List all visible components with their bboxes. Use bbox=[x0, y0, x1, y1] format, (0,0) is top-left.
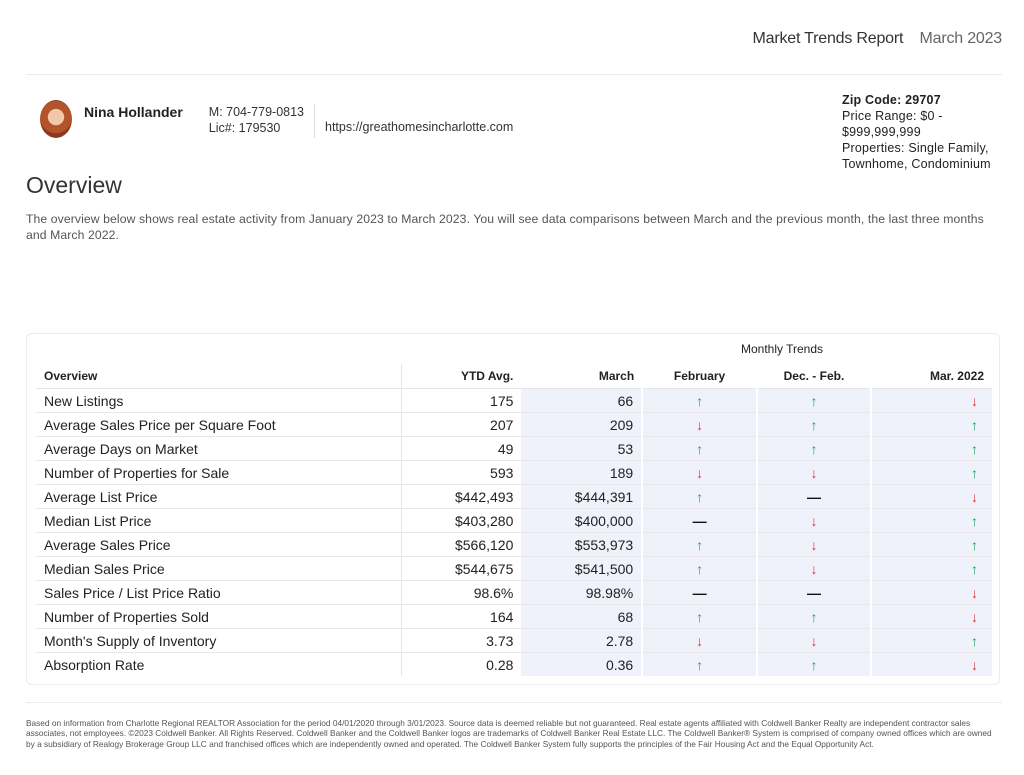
dec-feb-trend-cell bbox=[757, 605, 871, 629]
february-trend-cell bbox=[642, 509, 757, 533]
ytd-value: 175 bbox=[401, 389, 521, 413]
ytd-value: 593 bbox=[401, 461, 521, 485]
arrow-up-icon: ↑ bbox=[810, 392, 818, 409]
arrow-down-icon: ↓ bbox=[696, 464, 704, 481]
dec-feb-trend-cell bbox=[757, 509, 871, 533]
table-row bbox=[36, 581, 992, 605]
march-value: 0.36 bbox=[521, 653, 642, 677]
arrow-down-icon: ↓ bbox=[971, 584, 978, 601]
disclaimer-footnote: Based on information from Charlotte Regional REALTOR Association for the period 04/01/2020 through 3/01/2023. Source data is deemed reliable but not guaranteed. Real estate agents affiliated with Coldwell Banker Realty are independent contractor sales associates, not employees. ©2023 Coldwell Banker. All Rights Reserved. Coldwell Banker and the Coldwell Banker logos are trademarks of Coldwell Banker Real Estate LLC. The Coldwell Banker® System is comprised of company owned offices which are owned by a subsidiary of Realogy Brokerage Group LLC and franchised offices which are independently owned and operated. The Coldwell Banker System fully supports the principles of the Fair Housing Act and the Equal Opportunity Act. bbox=[26, 718, 992, 749]
march-value: 68 bbox=[521, 605, 642, 629]
row-label: Number of Properties Sold bbox=[36, 605, 401, 629]
march-value: $400,000 bbox=[521, 509, 642, 533]
dec-feb-trend-cell bbox=[757, 461, 871, 485]
row-label: Sales Price / List Price Ratio bbox=[36, 581, 401, 605]
march-value: $541,500 bbox=[521, 557, 642, 581]
march-value: 2.78 bbox=[521, 629, 642, 653]
march-value: 66 bbox=[521, 389, 642, 413]
march-value: 53 bbox=[521, 437, 642, 461]
col-header-overview: Overview bbox=[36, 364, 401, 389]
february-trend-cell bbox=[642, 533, 757, 557]
arrow-down-icon: ↓ bbox=[971, 656, 978, 673]
report-title: Market Trends Report bbox=[752, 30, 904, 47]
arrow-up-icon: ↑ bbox=[696, 392, 704, 409]
arrow-up-icon: ↑ bbox=[971, 464, 978, 481]
dec-feb-trend-cell bbox=[757, 485, 871, 509]
table-row bbox=[36, 413, 992, 437]
metrics-table bbox=[36, 364, 992, 676]
arrow-up-icon: ↑ bbox=[971, 416, 978, 433]
march-value: 98.98% bbox=[521, 581, 642, 605]
ytd-value: $442,493 bbox=[401, 485, 521, 509]
agent-contact bbox=[209, 104, 315, 138]
arrow-up-icon: ↑ bbox=[971, 536, 978, 553]
dash-icon: — bbox=[806, 488, 821, 505]
bottom-divider bbox=[26, 702, 1002, 703]
dec-feb-trend-cell bbox=[757, 581, 871, 605]
table-row bbox=[36, 389, 992, 413]
table-row bbox=[36, 557, 992, 581]
ytd-value: 164 bbox=[401, 605, 521, 629]
ytd-value: 98.6% bbox=[401, 581, 521, 605]
col-header-february: February bbox=[642, 364, 757, 389]
arrow-down-icon: ↓ bbox=[810, 512, 818, 529]
dash-icon: — bbox=[692, 584, 707, 601]
agent-name: Nina Hollander bbox=[84, 104, 183, 120]
col-header-ytd: YTD Avg. bbox=[401, 364, 521, 389]
col-header-dec-feb: Dec. - Feb. bbox=[757, 364, 871, 389]
mar-2022-trend-cell bbox=[871, 389, 992, 413]
arrow-up-icon: ↑ bbox=[810, 656, 818, 673]
march-value: 209 bbox=[521, 413, 642, 437]
row-label: Average Sales Price bbox=[36, 533, 401, 557]
arrow-down-icon: ↓ bbox=[810, 536, 818, 553]
dec-feb-trend-cell bbox=[757, 557, 871, 581]
february-trend-cell bbox=[642, 581, 757, 605]
ytd-value: 0.28 bbox=[486, 656, 514, 673]
february-trend-cell bbox=[642, 485, 757, 509]
report-date: March 2023 bbox=[919, 30, 1002, 47]
arrow-down-icon: ↓ bbox=[696, 632, 704, 649]
dec-feb-trend-cell bbox=[757, 653, 871, 677]
arrow-up-icon: ↑ bbox=[810, 608, 818, 625]
february-trend-cell bbox=[642, 629, 757, 653]
table-row bbox=[36, 485, 992, 509]
march-value: 189 bbox=[521, 461, 642, 485]
overview-description: The overview below shows real estate activity from January 2023 to March 2023. You will see data comparisons between March and the previous month, the last three months and March 2022. bbox=[26, 212, 984, 242]
filter-summary bbox=[842, 92, 1007, 172]
table-row bbox=[36, 509, 992, 533]
ytd-value: $403,280 bbox=[401, 509, 521, 533]
arrow-up-icon: ↑ bbox=[971, 512, 978, 529]
arrow-up-icon: ↑ bbox=[696, 536, 704, 553]
row-label: Median Sales Price bbox=[36, 557, 401, 581]
row-label: New Listings bbox=[36, 389, 401, 413]
mar-2022-trend-cell bbox=[871, 485, 992, 509]
dash-icon: — bbox=[692, 512, 707, 529]
arrow-up-icon: ↑ bbox=[971, 632, 978, 649]
arrow-down-icon: ↓ bbox=[810, 632, 818, 649]
arrow-down-icon: ↓ bbox=[971, 608, 978, 625]
arrow-up-icon: ↑ bbox=[696, 656, 704, 673]
arrow-down-icon: ↓ bbox=[971, 392, 978, 409]
agent-mobile: M: 704-779-0813 bbox=[208, 105, 304, 119]
col-header-march: March bbox=[521, 364, 642, 389]
table-row bbox=[36, 653, 992, 677]
row-label: Average Days on Market bbox=[36, 437, 401, 461]
row-label: Month's Supply of Inventory bbox=[36, 629, 401, 653]
arrow-down-icon: ↓ bbox=[810, 464, 818, 481]
february-trend-cell bbox=[642, 605, 757, 629]
february-trend-cell bbox=[642, 461, 757, 485]
table-row bbox=[36, 629, 992, 653]
mar-2022-trend-cell bbox=[871, 605, 992, 629]
arrow-up-icon: ↑ bbox=[810, 440, 818, 457]
february-trend-cell bbox=[642, 437, 757, 461]
march-value: $553,973 bbox=[521, 533, 642, 557]
mar-2022-trend-cell bbox=[871, 581, 992, 605]
ytd-value: $544,675 bbox=[401, 557, 521, 581]
dash-icon: — bbox=[806, 584, 821, 601]
dec-feb-trend-cell bbox=[757, 413, 871, 437]
mar-2022-trend-cell bbox=[871, 557, 992, 581]
february-trend-cell bbox=[642, 413, 757, 437]
metrics-body bbox=[36, 389, 992, 677]
dec-feb-trend-cell bbox=[757, 533, 871, 557]
row-label: Average List Price bbox=[36, 485, 401, 509]
ytd-value: $566,120 bbox=[401, 533, 521, 557]
dec-feb-trend-cell bbox=[757, 437, 871, 461]
top-divider bbox=[26, 74, 1002, 75]
mar-2022-trend-cell bbox=[871, 509, 992, 533]
report-header bbox=[753, 30, 1002, 48]
arrow-up-icon: ↑ bbox=[810, 416, 818, 433]
table-row bbox=[36, 605, 992, 629]
property-types: Properties: Single Family, Townhome, Condominium bbox=[842, 141, 991, 171]
monthly-trends-header: Monthly Trends bbox=[740, 342, 824, 356]
table-row bbox=[36, 533, 992, 557]
arrow-up-icon: ↑ bbox=[696, 560, 704, 577]
ytd-value: 3.73 bbox=[401, 629, 521, 653]
col-header-mar-2022: Mar. 2022 bbox=[871, 364, 992, 389]
arrow-up-icon: ↑ bbox=[971, 440, 978, 457]
ytd-value: 207 bbox=[401, 413, 521, 437]
mar-2022-trend-cell bbox=[871, 437, 992, 461]
mar-2022-trend-cell bbox=[871, 629, 992, 653]
arrow-down-icon: ↓ bbox=[810, 560, 818, 577]
arrow-up-icon: ↑ bbox=[696, 608, 704, 625]
february-trend-cell bbox=[642, 653, 757, 677]
avatar bbox=[40, 100, 72, 138]
arrow-up-icon: ↑ bbox=[696, 488, 704, 505]
agent-license: Lic#: 179530 bbox=[208, 121, 281, 135]
arrow-down-icon: ↓ bbox=[696, 416, 704, 433]
price-range: Price Range: $0 - $999,999,999 bbox=[842, 109, 943, 139]
mar-2022-trend-cell bbox=[871, 533, 992, 557]
agent-card bbox=[40, 100, 513, 138]
arrow-up-icon: ↑ bbox=[696, 440, 704, 457]
row-label: Number of Properties for Sale bbox=[36, 461, 401, 485]
agent-website-link[interactable]: https://greathomesincharlotte.com bbox=[325, 120, 514, 134]
mar-2022-trend-cell bbox=[871, 413, 992, 437]
row-label: Average Sales Price per Square Foot bbox=[36, 413, 401, 437]
dec-feb-trend-cell bbox=[757, 389, 871, 413]
march-value: $444,391 bbox=[521, 485, 642, 509]
overview-title: Overview bbox=[26, 172, 122, 198]
mar-2022-trend-cell bbox=[871, 461, 992, 485]
february-trend-cell bbox=[642, 389, 757, 413]
row-label: Median List Price bbox=[36, 509, 401, 533]
arrow-up-icon: ↑ bbox=[971, 560, 978, 577]
arrow-down-icon: ↓ bbox=[971, 488, 978, 505]
ytd-value: 49 bbox=[401, 437, 521, 461]
dec-feb-trend-cell bbox=[757, 629, 871, 653]
row-label: Absorption Rate bbox=[36, 653, 401, 677]
table-header-row bbox=[36, 364, 992, 389]
zip-code: Zip Code: 29707 bbox=[842, 93, 941, 107]
february-trend-cell bbox=[642, 557, 757, 581]
mar-2022-trend-cell bbox=[871, 653, 992, 677]
table-row bbox=[36, 437, 992, 461]
table-row bbox=[36, 461, 992, 485]
